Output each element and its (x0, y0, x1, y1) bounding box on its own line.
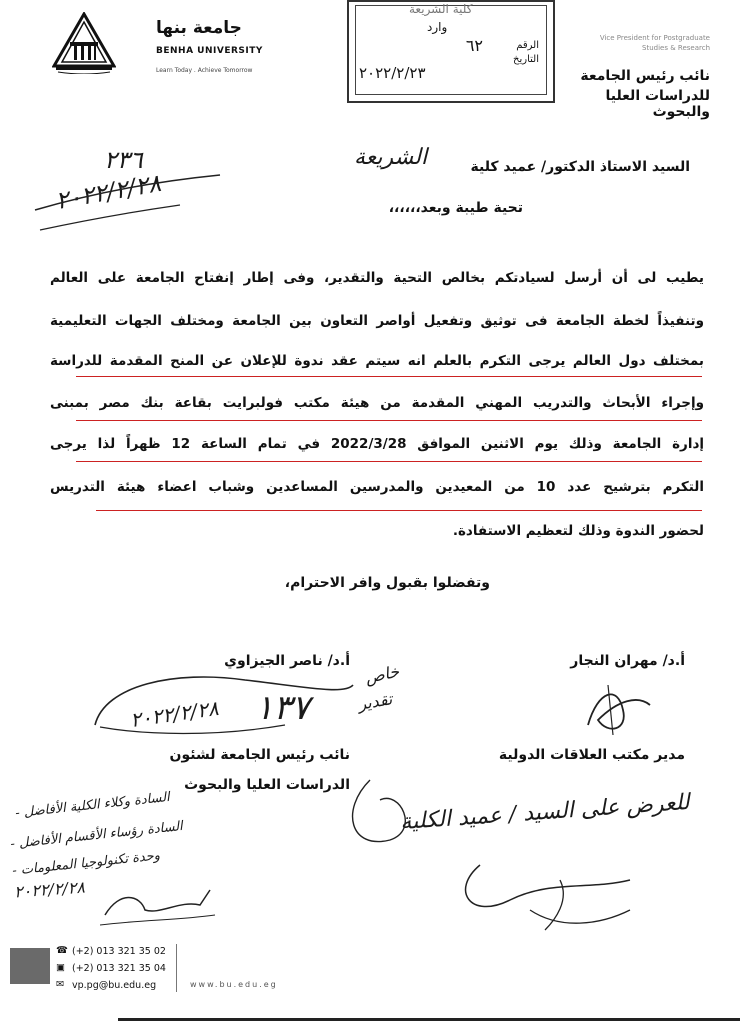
handwritten-note-taqdeer: تقدير (356, 689, 394, 714)
body-line-7: لحضور الندوة وذلك لتعظيم الاستفادة. (452, 523, 704, 539)
signatory-left-name: أ.د/ ناصر الجيزاوي (224, 653, 350, 669)
body-line-6: التكرم بترشيح عدد 10 من المعيدين والمدرسين المساعدين وشباب اعضاء هيئة التدريس (50, 479, 704, 495)
bottom-rule (118, 1018, 740, 1021)
university-name-english: BENHA UNIVERSITY (156, 46, 263, 56)
handwritten-distribution-1: - السادة وكلاء الكلية الأفاضل (14, 789, 171, 822)
footer-fax: (+2) 013 321 35 04 (72, 963, 166, 974)
handwritten-left-date: ٢٠٢٢/٢/٢٨ (128, 695, 220, 733)
stamp-faculty: كلية الشريعة (409, 2, 473, 16)
vp-title-arabic-line1: نائب رئيس الجامعة (580, 68, 710, 84)
handwritten-registration-date: ٢٠٢٢/٢/٢٨ (53, 168, 164, 216)
incoming-stamp (347, 0, 555, 103)
signatory-right-title: مدير مكتب العلاقات الدولية (498, 747, 685, 763)
university-name-arabic: جامعة بنها (156, 18, 242, 38)
handwritten-note-khas: خاص (363, 661, 401, 688)
university-tagline: Learn Today . Achieve Tomorrow (156, 67, 253, 74)
red-underline-1 (76, 376, 702, 377)
fax-icon: ▣ (56, 962, 65, 973)
footer-email[interactable]: vp.pg@bu.edu.eg (72, 980, 157, 991)
stamp-label-number: الرقم (516, 40, 539, 51)
red-underline-2 (76, 420, 702, 421)
university-logo (52, 12, 116, 74)
stamp-incoming-label: وارد (427, 20, 448, 34)
signature-left (85, 665, 360, 745)
handwritten-distribution-3: - وحدة تكنولوجيا المعلومات (11, 848, 161, 879)
handwritten-faculty-name: الشريعة (354, 145, 428, 170)
body-line-5: إدارة الجامعة وذلك يوم الاثنين الموافق 2022/3/28 في تمام الساعة 12 ظهراً لذا يرجى (50, 436, 705, 452)
letter-addressee: السيد الاستاذ الدكتور/ عميد كلية (470, 159, 690, 175)
signatory-right-name: أ.د/ مهران النجار (570, 653, 685, 669)
signatory-left-title-line1: نائب رئيس الجامعة لشئون (169, 747, 350, 763)
footer-divider (176, 944, 177, 992)
letter-closing: وتفضلوا بقبول وافر الاحترام، (284, 575, 490, 591)
footer-qr-block (10, 948, 50, 984)
vp-title-english-line2: Studies & Research (642, 44, 710, 52)
stamp-number: ٦٢ (465, 36, 483, 55)
body-line-1: يطيب لى أن أرسل لسيادتكم بخالص التحية والتقدير، وفى إطار إنفتاح الجامعة على العالم (50, 270, 704, 286)
footer-phone: (+2) 013 321 35 02 (72, 946, 166, 957)
stamp-label-date: التاريخ (513, 54, 539, 65)
stamp-date: ٢٠٢٢/٢/٢٣ (359, 64, 426, 82)
handwritten-distribution-date: ٢٠٢٢/٢/٢٨ (13, 877, 86, 902)
signature-distribution (100, 880, 220, 930)
body-line-2: وتنفيذاً لخطة الجامعة فى توثيق وتفعيل أواصر التعاون بين الجامعة ومختلف الجهات التعليمية (50, 313, 704, 329)
handwritten-distribution-2: - السادة رؤساء الأقسام الأفاضل (9, 818, 184, 853)
signature-right (578, 680, 658, 740)
body-line-3: بمختلف دول العالم يرجى التكرم بالعلم انه سيتم عقد ندوة للإعلان عن المنح المقدمة للدراسة (50, 353, 704, 369)
email-icon: ✉ (56, 979, 64, 990)
footer-website[interactable]: www.bu.edu.eg (190, 980, 278, 989)
vp-title-arabic-line2: للدراسات العليا والبحوث (605, 88, 710, 120)
red-underline-4 (96, 510, 702, 511)
body-line-4: وإجراء الأبحاث والتدريب المهني المقدمة من هيئة مكتب فولبرايت بقاعة بنك مصر بمبنى (50, 395, 704, 411)
letter-greeting: تحية طيبة وبعد،،،،،، (388, 200, 523, 216)
vp-title-english-line1: Vice President for Postgraduate (599, 34, 710, 42)
signature-dean (330, 770, 670, 940)
phone-icon: ☎ (56, 945, 68, 956)
handwritten-underline-strokes (30, 170, 230, 240)
handwritten-referral-note: للعرض على السيد / عميد الكلية (399, 789, 691, 836)
red-underline-3 (76, 461, 702, 462)
signatory-left-title-line2: الدراسات العليا والبحوث (184, 777, 350, 793)
handwritten-middle-number: ١٣٧ (255, 688, 310, 728)
handwritten-registration-number: ٢٣٦ (104, 146, 143, 174)
